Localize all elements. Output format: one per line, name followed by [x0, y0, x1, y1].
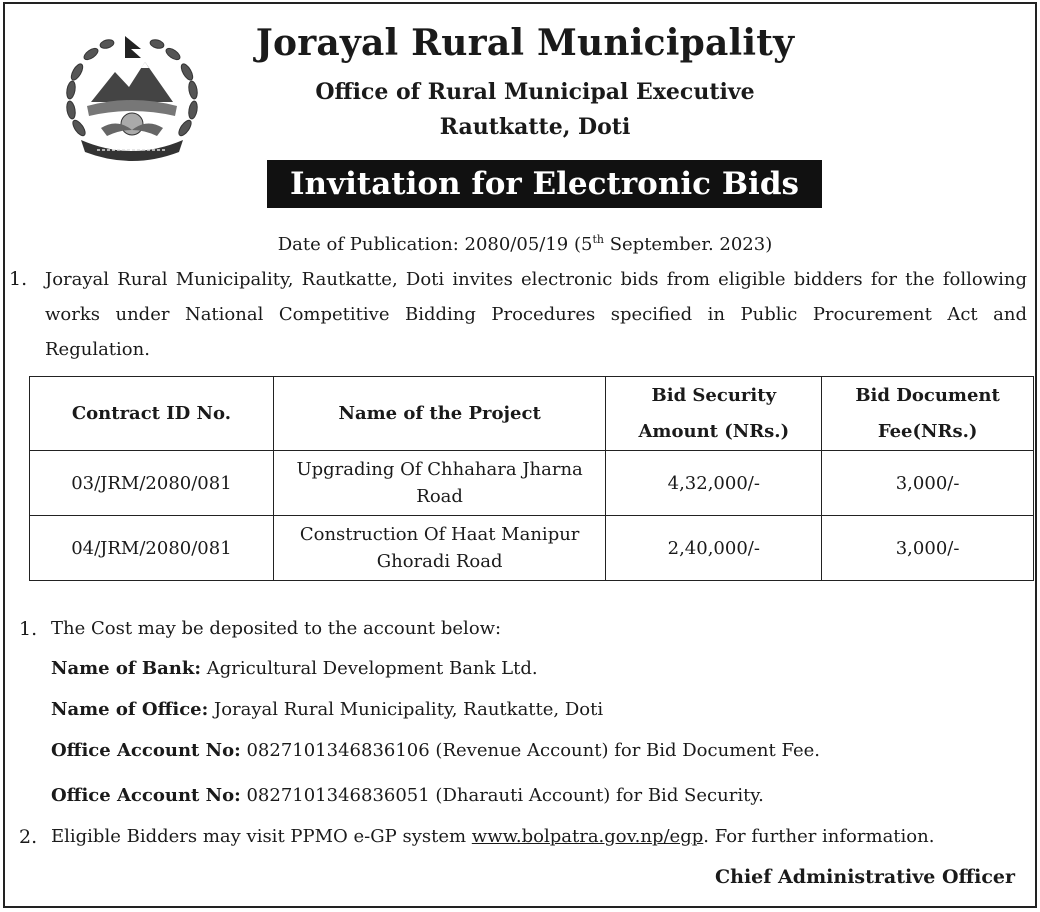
account-value: 0827101346836051 (Dharauti Account) for Bid Security.: [246, 785, 764, 806]
office-name-line: [51, 699, 603, 720]
intro-number: 1.: [9, 268, 28, 290]
notice-banner: Invitation for Electronic Bids: [267, 160, 822, 208]
bids-table: [29, 376, 1034, 581]
header-bid-fee-l1: Bid Document: [855, 384, 1000, 406]
header-bid-document-fee: [822, 377, 1034, 451]
project-name-line2: Ghoradi Road: [376, 551, 503, 572]
account-label: Office Account No:: [51, 785, 241, 806]
bid-fee-cell: 3,000/-: [822, 516, 1034, 581]
table-header-row: [30, 377, 1034, 451]
account-line-dharauti: [51, 785, 764, 806]
office-name-label: Name of Office:: [51, 699, 209, 720]
egp-number: 2.: [19, 826, 38, 848]
table-row: [30, 451, 1034, 516]
project-name-cell: [273, 516, 606, 581]
office-location: Rautkatte, Doti: [439, 114, 631, 140]
account-label: Office Account No:: [51, 740, 241, 761]
bid-fee-cell: 3,000/-: [822, 451, 1034, 516]
header-bid-fee-l2: Fee(NRs.): [877, 420, 978, 442]
bank-name-value: Agricultural Development Bank Ltd.: [206, 658, 538, 679]
egp-line: [51, 826, 934, 847]
egp-text-before: Eligible Bidders may visit PPMO e-GP system: [51, 826, 472, 847]
intro-paragraph: Jorayal Rural Municipality, Rautkatte, Doti invites electronic bids from eligible bidders for the following works under National Competitive Bidding Procedures specified in Public Procurement Act and Regulation.: [45, 269, 1027, 360]
header-project-name: Name of the Project: [273, 377, 606, 451]
contract-id-cell: 03/JRM/2080/081: [30, 451, 274, 516]
account-value: 0827101346836106 (Revenue Account) for Bid Document Fee.: [246, 740, 820, 761]
publication-date-prefix: Date of Publication: 2080/05/19 (5: [277, 234, 593, 255]
header-bid-security-l2: Amount (NRs.): [638, 420, 790, 442]
header-bid-security-l1: Bid Security: [651, 384, 777, 406]
bid-security-cell: 2,40,000/-: [606, 516, 822, 581]
publication-date-suffix: September. 2023): [603, 234, 773, 255]
bank-name-label: Name of Bank:: [51, 658, 201, 679]
signature-title: Chief Administrative Officer: [715, 866, 1015, 888]
header-contract-id: Contract ID No.: [30, 377, 274, 451]
notice-page: [3, 2, 1037, 908]
table-row: [30, 516, 1034, 581]
bolpatra-link[interactable]: www.bolpatra.gov.np/egp: [471, 826, 704, 847]
project-name-line2: Road: [416, 486, 463, 507]
account-line-revenue: [51, 740, 820, 761]
publication-date-sup: th: [592, 233, 604, 246]
bid-security-cell: 4,32,000/-: [606, 451, 822, 516]
project-name-line1: Upgrading Of Chhahara Jharna: [296, 459, 583, 480]
project-name-line1: Construction Of Haat Manipur: [299, 524, 580, 545]
payment-intro: The Cost may be deposited to the account below:: [51, 618, 502, 639]
egp-text-after: . For further information.: [703, 826, 935, 847]
page-title: Jorayal Rural Municipality: [255, 22, 795, 64]
payment-number: 1.: [19, 618, 38, 640]
contract-id-cell: 04/JRM/2080/081: [30, 516, 274, 581]
office-name: Office of Rural Municipal Executive: [315, 79, 755, 105]
bank-name-line: [51, 658, 538, 679]
project-name-cell: [273, 451, 606, 516]
office-name-value: Jorayal Rural Municipality, Rautkatte, Doti: [213, 699, 604, 720]
header-bid-security: [606, 377, 822, 451]
publication-date: [5, 233, 1040, 255]
